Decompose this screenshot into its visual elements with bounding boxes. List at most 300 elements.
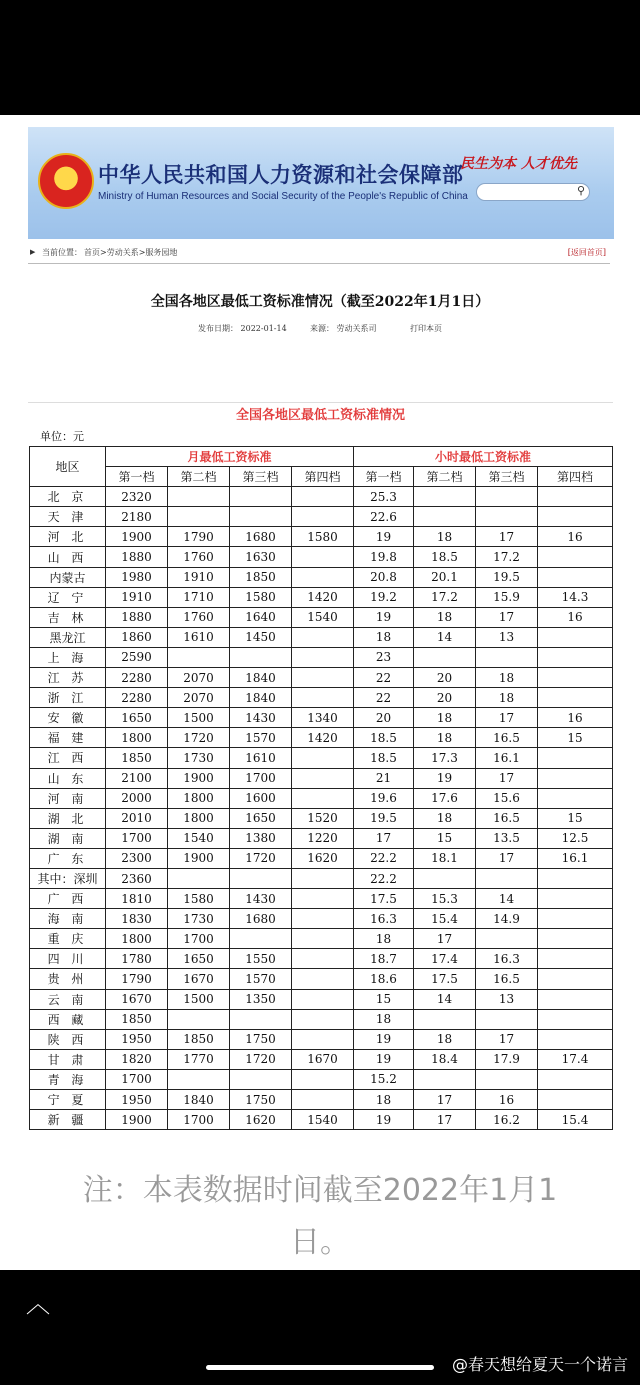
value-cell bbox=[230, 929, 292, 949]
value-cell: 17.5 bbox=[354, 889, 414, 909]
region-cell: 天 津 bbox=[30, 507, 106, 527]
value-cell bbox=[230, 1009, 292, 1029]
value-cell bbox=[292, 627, 354, 647]
value-cell: 2000 bbox=[106, 788, 168, 808]
value-cell: 1670 bbox=[168, 969, 230, 989]
value-cell bbox=[168, 507, 230, 527]
value-cell: 1750 bbox=[230, 1029, 292, 1049]
value-cell bbox=[292, 1069, 354, 1089]
value-cell: 15.9 bbox=[476, 587, 538, 607]
value-cell: 1650 bbox=[168, 949, 230, 969]
table-row bbox=[30, 1090, 613, 1110]
value-cell: 1800 bbox=[106, 929, 168, 949]
monthly-level-3: 第三档 bbox=[230, 467, 292, 487]
value-cell: 17.4 bbox=[414, 949, 476, 969]
article-source: 来源： 劳动关系司 bbox=[310, 324, 377, 333]
value-cell bbox=[292, 1009, 354, 1029]
value-cell bbox=[292, 949, 354, 969]
value-cell: 19.5 bbox=[476, 567, 538, 587]
site-slogan: 民生为本 人才优先 bbox=[460, 156, 577, 172]
value-cell: 17.2 bbox=[414, 587, 476, 607]
value-cell: 1700 bbox=[106, 1069, 168, 1089]
value-cell: 13 bbox=[476, 627, 538, 647]
value-cell bbox=[414, 647, 476, 667]
value-cell: 17.9 bbox=[476, 1049, 538, 1069]
value-cell: 1880 bbox=[106, 607, 168, 627]
value-cell: 20 bbox=[414, 668, 476, 688]
value-cell: 16 bbox=[538, 708, 613, 728]
value-cell: 16.1 bbox=[476, 748, 538, 768]
back-home-link[interactable]: [返回首页] bbox=[567, 248, 606, 257]
value-cell bbox=[292, 507, 354, 527]
value-cell: 1620 bbox=[230, 1110, 292, 1130]
value-cell: 17 bbox=[476, 848, 538, 868]
value-cell: 1840 bbox=[230, 668, 292, 688]
value-cell: 1850 bbox=[168, 1029, 230, 1049]
value-cell: 1580 bbox=[168, 889, 230, 909]
value-cell bbox=[292, 688, 354, 708]
value-cell: 16 bbox=[538, 607, 613, 627]
value-cell bbox=[476, 868, 538, 888]
value-cell: 1430 bbox=[230, 889, 292, 909]
value-cell: 16 bbox=[538, 527, 613, 547]
value-cell: 2100 bbox=[106, 768, 168, 788]
value-cell: 18 bbox=[354, 929, 414, 949]
value-cell bbox=[538, 487, 613, 507]
chevron-up-icon[interactable]: ︿ bbox=[26, 1290, 50, 1318]
table-row bbox=[30, 868, 613, 888]
value-cell: 1850 bbox=[106, 748, 168, 768]
value-cell: 18 bbox=[414, 1029, 476, 1049]
region-cell: 江 西 bbox=[30, 748, 106, 768]
region-cell: 上 海 bbox=[30, 647, 106, 667]
value-cell bbox=[292, 748, 354, 768]
value-cell: 1730 bbox=[168, 748, 230, 768]
value-cell bbox=[292, 768, 354, 788]
value-cell bbox=[230, 507, 292, 527]
value-cell: 18 bbox=[476, 668, 538, 688]
value-cell bbox=[230, 868, 292, 888]
value-cell: 1500 bbox=[168, 989, 230, 1009]
value-cell: 19.5 bbox=[354, 808, 414, 828]
value-cell bbox=[292, 788, 354, 808]
value-cell: 1760 bbox=[168, 607, 230, 627]
value-cell: 16 bbox=[476, 1090, 538, 1110]
region-cell: 河 北 bbox=[30, 527, 106, 547]
value-cell: 1770 bbox=[168, 1049, 230, 1069]
value-cell bbox=[414, 487, 476, 507]
value-cell: 17 bbox=[414, 929, 476, 949]
value-cell bbox=[292, 989, 354, 1009]
value-cell: 1800 bbox=[168, 808, 230, 828]
value-cell bbox=[292, 547, 354, 567]
value-cell: 17.6 bbox=[414, 788, 476, 808]
value-cell: 1380 bbox=[230, 828, 292, 848]
value-cell: 1540 bbox=[292, 1110, 354, 1130]
value-cell: 1980 bbox=[106, 567, 168, 587]
table-row bbox=[30, 668, 613, 688]
region-cell: 宁 夏 bbox=[30, 1090, 106, 1110]
value-cell: 1650 bbox=[230, 808, 292, 828]
search-icon[interactable]: ⚲ bbox=[576, 184, 585, 197]
value-cell: 17 bbox=[476, 708, 538, 728]
value-cell: 1900 bbox=[106, 1110, 168, 1130]
value-cell bbox=[538, 1069, 613, 1089]
value-cell: 17 bbox=[476, 607, 538, 627]
region-cell: 安 徽 bbox=[30, 708, 106, 728]
value-cell: 14 bbox=[476, 889, 538, 909]
region-cell: 江 苏 bbox=[30, 668, 106, 688]
value-cell: 15 bbox=[538, 728, 613, 748]
region-cell: 湖 北 bbox=[30, 808, 106, 828]
value-cell: 17.5 bbox=[414, 969, 476, 989]
value-cell: 14 bbox=[414, 989, 476, 1009]
value-cell: 1830 bbox=[106, 909, 168, 929]
value-cell: 14 bbox=[414, 627, 476, 647]
region-header: 地区 bbox=[30, 447, 106, 487]
search-input[interactable] bbox=[476, 183, 590, 201]
value-cell: 1900 bbox=[106, 527, 168, 547]
watermark: @春天想给夏天一个诺言 bbox=[451, 1355, 628, 1374]
value-cell bbox=[476, 647, 538, 667]
value-cell: 19 bbox=[414, 768, 476, 788]
value-cell bbox=[538, 567, 613, 587]
value-cell: 1450 bbox=[230, 627, 292, 647]
value-cell bbox=[538, 768, 613, 788]
value-cell: 18.7 bbox=[354, 949, 414, 969]
value-cell: 15 bbox=[538, 808, 613, 828]
value-cell: 1840 bbox=[168, 1090, 230, 1110]
value-cell bbox=[538, 507, 613, 527]
value-cell: 19 bbox=[354, 1029, 414, 1049]
table-row bbox=[30, 788, 613, 808]
value-cell bbox=[292, 868, 354, 888]
value-cell: 22 bbox=[354, 668, 414, 688]
value-cell: 17 bbox=[476, 527, 538, 547]
value-cell: 15.3 bbox=[414, 889, 476, 909]
value-cell: 1850 bbox=[106, 1009, 168, 1029]
region-cell: 辽 宁 bbox=[30, 587, 106, 607]
value-cell bbox=[292, 889, 354, 909]
hourly-level-1: 第一档 bbox=[354, 467, 414, 487]
value-cell: 1340 bbox=[292, 708, 354, 728]
value-cell: 13 bbox=[476, 989, 538, 1009]
footnote-line-2: 日。 bbox=[290, 1225, 350, 1260]
value-cell: 1720 bbox=[230, 848, 292, 868]
value-cell: 18.5 bbox=[354, 748, 414, 768]
region-cell: 浙 江 bbox=[30, 688, 106, 708]
table-row bbox=[30, 828, 613, 848]
value-cell: 1900 bbox=[168, 848, 230, 868]
value-cell bbox=[292, 1029, 354, 1049]
region-cell: 甘 肃 bbox=[30, 1049, 106, 1069]
value-cell: 18.1 bbox=[414, 848, 476, 868]
value-cell: 15.4 bbox=[538, 1110, 613, 1130]
value-cell: 1840 bbox=[230, 688, 292, 708]
value-cell: 1700 bbox=[168, 929, 230, 949]
breadcrumb-label: 当前位置： bbox=[42, 248, 82, 257]
value-cell: 1580 bbox=[230, 587, 292, 607]
value-cell: 1950 bbox=[106, 1090, 168, 1110]
screenshot-page bbox=[0, 115, 640, 1270]
bottom-black-bar bbox=[0, 1270, 640, 1385]
value-cell: 1780 bbox=[106, 949, 168, 969]
article-title: 全国各地区最低工资标准情况（截至2022年1月1日） bbox=[150, 294, 490, 310]
value-cell bbox=[538, 688, 613, 708]
value-cell bbox=[292, 909, 354, 929]
value-cell: 1550 bbox=[230, 949, 292, 969]
value-cell bbox=[414, 507, 476, 527]
table-row bbox=[30, 949, 613, 969]
site-banner bbox=[28, 127, 614, 239]
value-cell: 17.3 bbox=[414, 748, 476, 768]
value-cell: 1760 bbox=[168, 547, 230, 567]
region-cell: 黑龙江 bbox=[30, 627, 106, 647]
value-cell: 1700 bbox=[168, 1110, 230, 1130]
value-cell: 16.3 bbox=[354, 909, 414, 929]
value-cell bbox=[538, 1090, 613, 1110]
value-cell bbox=[538, 748, 613, 768]
value-cell: 16.5 bbox=[476, 969, 538, 989]
value-cell bbox=[414, 868, 476, 888]
value-cell: 2010 bbox=[106, 808, 168, 828]
value-cell: 1910 bbox=[106, 587, 168, 607]
monthly-header: 月最低工资标准 bbox=[106, 447, 354, 467]
table-row bbox=[30, 627, 613, 647]
table-row bbox=[30, 507, 613, 527]
value-cell bbox=[168, 868, 230, 888]
region-cell: 广 西 bbox=[30, 889, 106, 909]
value-cell: 1700 bbox=[230, 768, 292, 788]
table-row bbox=[30, 527, 613, 547]
value-cell: 1610 bbox=[230, 748, 292, 768]
value-cell: 1610 bbox=[168, 627, 230, 647]
value-cell: 13.5 bbox=[476, 828, 538, 848]
value-cell: 1820 bbox=[106, 1049, 168, 1069]
table-row bbox=[30, 1049, 613, 1069]
value-cell: 1810 bbox=[106, 889, 168, 909]
table-row bbox=[30, 607, 613, 627]
value-cell: 22.6 bbox=[354, 507, 414, 527]
value-cell: 16.3 bbox=[476, 949, 538, 969]
value-cell: 17 bbox=[476, 768, 538, 788]
region-cell: 陕 西 bbox=[30, 1029, 106, 1049]
value-cell: 1750 bbox=[230, 1090, 292, 1110]
table-row bbox=[30, 989, 613, 1009]
value-cell: 18 bbox=[354, 1090, 414, 1110]
value-cell: 22.2 bbox=[354, 868, 414, 888]
value-cell bbox=[476, 1009, 538, 1029]
value-cell: 25.3 bbox=[354, 487, 414, 507]
value-cell bbox=[168, 1069, 230, 1089]
value-cell: 18.4 bbox=[414, 1049, 476, 1069]
value-cell: 1720 bbox=[168, 728, 230, 748]
value-cell bbox=[538, 547, 613, 567]
region-cell: 四 川 bbox=[30, 949, 106, 969]
value-cell: 1640 bbox=[230, 607, 292, 627]
site-title-cn: 中华人民共和国人力资源和社会保障部 bbox=[98, 163, 464, 187]
value-cell bbox=[538, 1029, 613, 1049]
value-cell: 1350 bbox=[230, 989, 292, 1009]
region-cell: 青 海 bbox=[30, 1069, 106, 1089]
value-cell: 1600 bbox=[230, 788, 292, 808]
hourly-level-3: 第三档 bbox=[476, 467, 538, 487]
region-cell: 西 藏 bbox=[30, 1009, 106, 1029]
value-cell: 1220 bbox=[292, 828, 354, 848]
monthly-level-4: 第四档 bbox=[292, 467, 354, 487]
value-cell: 17 bbox=[414, 1090, 476, 1110]
region-cell: 其中：深圳 bbox=[30, 868, 106, 888]
value-cell: 16.2 bbox=[476, 1110, 538, 1130]
region-cell: 重 庆 bbox=[30, 929, 106, 949]
region-cell: 内蒙古 bbox=[30, 567, 106, 587]
hourly-level-4: 第四档 bbox=[538, 467, 613, 487]
value-cell: 2070 bbox=[168, 668, 230, 688]
region-cell: 河 南 bbox=[30, 788, 106, 808]
value-cell: 20 bbox=[354, 708, 414, 728]
value-cell bbox=[538, 969, 613, 989]
value-cell: 2180 bbox=[106, 507, 168, 527]
play-arrow-icon: ▶ bbox=[30, 248, 36, 256]
value-cell: 19 bbox=[354, 1110, 414, 1130]
value-cell: 17 bbox=[414, 1110, 476, 1130]
table-row bbox=[30, 929, 613, 949]
value-cell bbox=[230, 647, 292, 667]
value-cell: 1520 bbox=[292, 808, 354, 828]
value-cell: 15.4 bbox=[414, 909, 476, 929]
publish-date: 发布日期： 2022-01-14 bbox=[198, 324, 287, 333]
value-cell: 17.2 bbox=[476, 547, 538, 567]
value-cell: 17 bbox=[354, 828, 414, 848]
value-cell bbox=[476, 487, 538, 507]
table-title: 全国各地区最低工资标准情况 bbox=[28, 402, 613, 428]
value-cell: 1800 bbox=[106, 728, 168, 748]
value-cell: 20.8 bbox=[354, 567, 414, 587]
region-cell: 福 建 bbox=[30, 728, 106, 748]
value-cell: 1850 bbox=[230, 567, 292, 587]
value-cell: 1540 bbox=[168, 828, 230, 848]
value-cell bbox=[292, 567, 354, 587]
table-unit: 单位：元 bbox=[40, 430, 84, 443]
value-cell bbox=[538, 949, 613, 969]
table-row bbox=[30, 1110, 613, 1130]
region-cell: 吉 林 bbox=[30, 607, 106, 627]
value-cell: 18 bbox=[476, 688, 538, 708]
value-cell bbox=[538, 788, 613, 808]
value-cell: 17.4 bbox=[538, 1049, 613, 1069]
value-cell: 1420 bbox=[292, 728, 354, 748]
value-cell: 1680 bbox=[230, 527, 292, 547]
value-cell: 14.3 bbox=[538, 587, 613, 607]
value-cell bbox=[168, 1009, 230, 1029]
value-cell: 18 bbox=[414, 708, 476, 728]
table-row bbox=[30, 1069, 613, 1089]
value-cell: 1860 bbox=[106, 627, 168, 647]
value-cell bbox=[538, 647, 613, 667]
print-link[interactable]: 打印本页 bbox=[410, 324, 442, 333]
value-cell bbox=[476, 929, 538, 949]
value-cell: 1630 bbox=[230, 547, 292, 567]
wage-table-container bbox=[28, 402, 613, 1130]
hourly-level-2: 第二档 bbox=[414, 467, 476, 487]
home-indicator[interactable] bbox=[206, 1365, 434, 1370]
value-cell bbox=[414, 1009, 476, 1029]
value-cell: 16.1 bbox=[538, 848, 613, 868]
minimum-wage-table bbox=[29, 446, 613, 1130]
value-cell: 1430 bbox=[230, 708, 292, 728]
value-cell: 18 bbox=[354, 627, 414, 647]
value-cell: 23 bbox=[354, 647, 414, 667]
table-row bbox=[30, 1029, 613, 1049]
monthly-level-1: 第一档 bbox=[106, 467, 168, 487]
value-cell: 1680 bbox=[230, 909, 292, 929]
value-cell: 1950 bbox=[106, 1029, 168, 1049]
region-cell: 海 南 bbox=[30, 909, 106, 929]
value-cell: 18.5 bbox=[414, 547, 476, 567]
national-emblem-icon: ★ bbox=[38, 153, 94, 209]
table-row bbox=[30, 587, 613, 607]
table-row bbox=[30, 708, 613, 728]
value-cell: 1540 bbox=[292, 607, 354, 627]
value-cell bbox=[476, 507, 538, 527]
value-cell bbox=[230, 1069, 292, 1089]
value-cell: 21 bbox=[354, 768, 414, 788]
breadcrumb-path[interactable]: 首页>劳动关系>服务园地 bbox=[84, 248, 178, 257]
value-cell: 20.1 bbox=[414, 567, 476, 587]
table-row bbox=[30, 487, 613, 507]
value-cell: 1910 bbox=[168, 567, 230, 587]
value-cell: 19.2 bbox=[354, 587, 414, 607]
value-cell: 1880 bbox=[106, 547, 168, 567]
value-cell: 1420 bbox=[292, 587, 354, 607]
value-cell bbox=[538, 668, 613, 688]
value-cell bbox=[168, 647, 230, 667]
footnote-line-1: 注：本表数据时间截至2022年1月1 bbox=[82, 1173, 558, 1208]
value-cell: 22.2 bbox=[354, 848, 414, 868]
value-cell: 18 bbox=[414, 808, 476, 828]
value-cell: 18 bbox=[414, 728, 476, 748]
region-cell: 湖 南 bbox=[30, 828, 106, 848]
value-cell: 1700 bbox=[106, 828, 168, 848]
table-row bbox=[30, 1009, 613, 1029]
value-cell: 19 bbox=[354, 527, 414, 547]
value-cell: 1710 bbox=[168, 587, 230, 607]
value-cell: 2590 bbox=[106, 647, 168, 667]
value-cell: 1580 bbox=[292, 527, 354, 547]
value-cell bbox=[292, 1090, 354, 1110]
value-cell: 2280 bbox=[106, 668, 168, 688]
value-cell: 15 bbox=[414, 828, 476, 848]
value-cell: 2070 bbox=[168, 688, 230, 708]
top-black-bar bbox=[0, 0, 640, 115]
value-cell bbox=[292, 969, 354, 989]
value-cell: 16.5 bbox=[476, 728, 538, 748]
value-cell: 15.6 bbox=[476, 788, 538, 808]
table-row bbox=[30, 889, 613, 909]
value-cell: 1900 bbox=[168, 768, 230, 788]
table-row bbox=[30, 728, 613, 748]
value-cell bbox=[538, 929, 613, 949]
value-cell bbox=[292, 487, 354, 507]
value-cell: 1790 bbox=[168, 527, 230, 547]
value-cell: 18 bbox=[354, 1009, 414, 1029]
value-cell: 2280 bbox=[106, 688, 168, 708]
value-cell: 1650 bbox=[106, 708, 168, 728]
monthly-level-2: 第二档 bbox=[168, 467, 230, 487]
value-cell: 1670 bbox=[106, 989, 168, 1009]
value-cell bbox=[538, 627, 613, 647]
value-cell: 1570 bbox=[230, 969, 292, 989]
